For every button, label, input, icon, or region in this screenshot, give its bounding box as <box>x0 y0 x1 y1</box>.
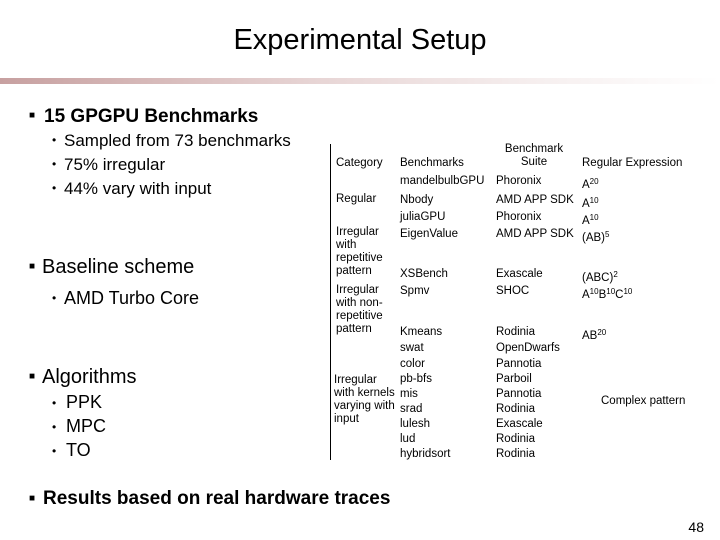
table-cell-benchmark: juliaGPU <box>400 211 446 223</box>
bullet-dot: • <box>52 157 57 171</box>
bullet-dot: • <box>52 133 57 147</box>
table-cell-suite: Rodinia <box>496 326 535 338</box>
table-cell-benchmark: hybridsort <box>400 448 451 460</box>
table-header-suite: Benchmark Suite <box>504 143 564 168</box>
table-cell-suite: AMD APP SDK <box>496 194 574 206</box>
category-irregular-non-repetitive: Irregular with non-repetitive pattern <box>336 284 383 335</box>
table-cell-benchmark: mandelbulbGPU <box>400 175 485 187</box>
category-irregular-kernels: Irregular with kernels varying with input <box>334 374 395 425</box>
table-cell-benchmark: Nbody <box>400 194 434 206</box>
bullet-item: MPC <box>66 416 106 436</box>
bullet-item: TO <box>66 440 91 460</box>
table-cell-suite: Exascale <box>496 268 543 280</box>
table-cell-suite: Pannotia <box>496 358 542 370</box>
category-regular: Regular <box>336 193 377 205</box>
table-cell-suite: SHOC <box>496 285 530 297</box>
bullet-dot: • <box>52 444 57 458</box>
slide-title: Experimental Setup <box>233 24 487 56</box>
table-cell-benchmark: Spmv <box>400 285 430 297</box>
table-cell-regex: AB$^{20}$ <box>582 328 607 342</box>
category-irregular-repetitive: Irregular with repetitive pattern <box>336 226 383 277</box>
table-header-regex: Regular Expression <box>582 157 683 169</box>
table-cell-benchmark: XSBench <box>400 268 448 280</box>
table-cell-suite: OpenDwarfs <box>496 342 560 354</box>
bullet-dot: • <box>52 291 57 305</box>
bullet-item: 75% irregular <box>64 155 166 174</box>
table-cell-suite: Phoronix <box>496 211 542 223</box>
table-cell-benchmark: EigenValue <box>400 228 458 240</box>
table-cell-suite: Rodinia <box>496 433 535 445</box>
table-header-benchmarks: Benchmarks <box>400 157 464 169</box>
table-cell-benchmark: lud <box>400 433 416 445</box>
bullet-square: ■ <box>29 110 36 121</box>
title-divider <box>0 78 720 84</box>
table-cell-benchmark: pb-bfs <box>400 373 432 385</box>
table-cell-suite: Rodinia <box>496 403 535 415</box>
bullet-heading-algorithms: Algorithms <box>42 366 137 388</box>
table-cell-suite: Exascale <box>496 418 543 430</box>
table-cell-regex: (AB)$^5$ <box>582 230 610 244</box>
bullet-dot: • <box>52 181 57 195</box>
table-cell-suite: Phoronix <box>496 175 542 187</box>
table-cell-regex: $A^{20}$ <box>582 177 599 191</box>
bullet-dot: • <box>52 420 57 434</box>
table-cell-benchmark: mis <box>400 388 418 400</box>
bullet-heading-baseline: Baseline scheme <box>42 256 195 278</box>
table-cell-suite: Pannotia <box>496 388 542 400</box>
table-cell-benchmark: Kmeans <box>400 326 443 338</box>
table-cell-complex-pattern: Complex pattern <box>601 395 686 407</box>
table-cell-suite: Parboil <box>496 373 532 385</box>
table-cell-benchmark: color <box>400 358 425 370</box>
table-cell-benchmark: lulesh <box>400 418 431 430</box>
bullet-item: Sampled from 73 benchmarks <box>64 131 291 150</box>
bullet-square: ■ <box>29 371 36 382</box>
table-cell-benchmark: swat <box>400 342 424 354</box>
table-cell-regex: $A^{10}$ <box>582 213 599 227</box>
bullet-dot: • <box>52 396 57 410</box>
table-cell-regex: $A^{10}B^{10}C^{10}$ <box>582 287 633 301</box>
bullet-square: ■ <box>29 493 36 504</box>
bullet-item: AMD Turbo Core <box>64 288 200 308</box>
bullet-square: ■ <box>29 261 36 272</box>
table-cell-benchmark: srad <box>400 403 423 415</box>
bullet-item: 44% vary with input <box>64 179 212 198</box>
bullet-item: PPK <box>66 392 103 412</box>
table-cell-regex: (ABC)$^2$ <box>582 270 618 284</box>
bullet-heading-results: Results based on real hardware traces <box>43 488 391 509</box>
table-left-border <box>330 144 331 460</box>
table-header-category: Category <box>336 157 383 169</box>
table-cell-suite: AMD APP SDK <box>496 228 574 240</box>
table-cell-regex: $A^{10}$ <box>582 196 599 210</box>
table-cell-suite: Rodinia <box>496 448 535 460</box>
page-number: 48 <box>688 519 704 535</box>
bullet-heading-benchmarks: 15 GPGPU Benchmarks <box>44 106 259 127</box>
